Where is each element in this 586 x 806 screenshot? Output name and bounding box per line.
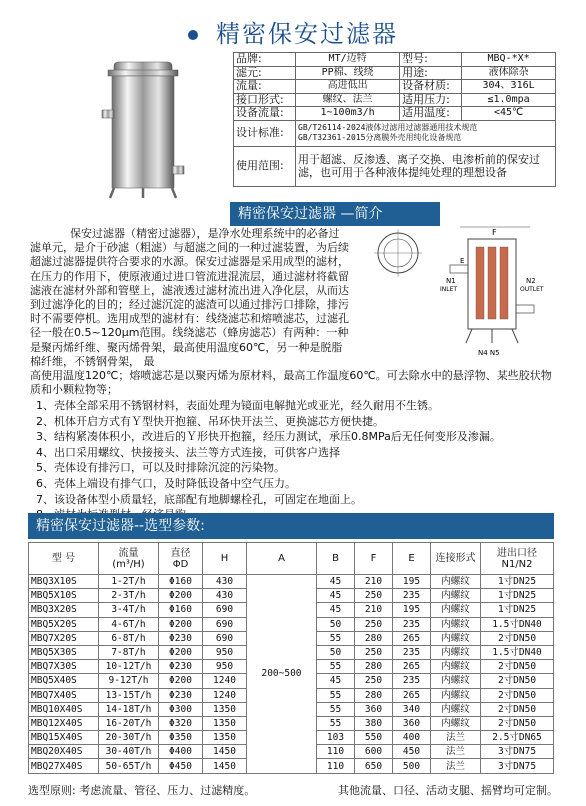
table-cell: 3-4T/h	[99, 603, 159, 617]
col-header: A	[247, 543, 317, 575]
col-header: 连接形式	[431, 543, 481, 575]
table-cell: 13-15T/h	[99, 688, 159, 702]
table-cell: 3寸DN75	[481, 745, 554, 759]
table-cell: 20-30T/h	[99, 731, 159, 745]
col-header: 型 号	[29, 543, 99, 575]
table-cell: 650	[355, 759, 393, 773]
table-cell: 45	[317, 603, 355, 617]
filter-diagram	[360, 225, 555, 365]
selection-table	[28, 542, 554, 774]
table-cell: 6-8T/h	[99, 631, 159, 645]
table-cell: 45	[317, 674, 355, 688]
footer-custom: 其他流量、口径、活动支腿、摇臂均可定制。	[338, 784, 558, 797]
table-cell: Φ200	[159, 617, 203, 631]
table-cell: MBQ5X10S	[29, 589, 99, 603]
table-cell: MBQ5X20S	[29, 617, 99, 631]
table-cell: MBQ27X40S	[29, 759, 99, 773]
table-cell: 2寸DN50	[481, 688, 554, 702]
table-cell: 内螺纹	[431, 688, 481, 702]
table-cell: 430	[203, 589, 247, 603]
table-cell: 1240	[203, 688, 247, 702]
col-header: 进出口径 N1/N2	[481, 543, 554, 575]
footer	[28, 782, 558, 798]
table-cell: 2寸DN50	[481, 674, 554, 688]
table-cell: Φ200	[159, 645, 203, 659]
table-cell: 1.5寸DN40	[481, 645, 554, 659]
table-cell: 2寸DN50	[481, 631, 554, 645]
table-cell: Φ230	[159, 688, 203, 702]
table-cell: Φ320	[159, 716, 203, 730]
table-cell: 235	[393, 589, 431, 603]
col-header: E	[393, 543, 431, 575]
table-cell: 690	[203, 617, 247, 631]
table-cell: MBQ7X20S	[29, 631, 99, 645]
intro-heading: 精密保安过滤器 —简介	[230, 202, 440, 226]
table-cell: 265	[393, 660, 431, 674]
table-cell: 内螺纹	[431, 603, 481, 617]
table-cell: MBQ3X10S	[29, 575, 99, 589]
table-cell: Φ230	[159, 660, 203, 674]
a-value-cell: 200~500	[247, 575, 317, 774]
col-header: 直径 ΦD	[159, 543, 203, 575]
spec-row-standard: 设计标准: GB/T26114-2024液体过滤用过滤器通用技术规范 GB/T32361-2015分离膜外壳用纯化设备规范	[234, 120, 556, 146]
table-cell: MBQ5X30S	[29, 645, 99, 659]
table-cell: 1450	[203, 759, 247, 773]
intro-paragraph: 保安过滤器（精密过滤器），是净水处理系统中的必备过滤单元，是介于砂滤（粗滤）与超滤之间的一种过滤装置，为后续超滤过滤器提供符合要求的水源。保安过滤器是采用成型的滤材，在压力的作用下，使原液通过进口管流进混流层，通过滤材将截留滤液在滤材外部和管壁上，滤液透过滤材流出进入净化层，从而达到过滤净化的目的；经过滤沉淀的滤渣可以通过排污口排除，排污时不需要停机。选用成型的滤材有：线绕滤芯和熔喷滤芯，过滤孔径一般在0.5~120μm范围。线绕滤芯（蜂房滤芯）有两种：一种是聚丙烯纤维、聚丙烯骨架，最高使用温度60℃，另一种是脱脂棉纤维，不锈钢骨架， 最	[30, 227, 349, 368]
table-cell: 内螺纹	[431, 575, 481, 589]
filter-product-image	[100, 56, 186, 201]
table-cell: 265	[393, 631, 431, 645]
table-cell: 内螺纹	[431, 716, 481, 730]
table-cell: 法兰	[431, 731, 481, 745]
label-n4n5: N4 N5	[478, 349, 500, 357]
label-outlet: OUTLET	[520, 286, 544, 293]
table-cell: Φ230	[159, 631, 203, 645]
label-e: E	[460, 257, 465, 265]
list-item: 5、壳体设有排污口，可以及时排除沉淀的污染物。	[36, 461, 285, 475]
table-cell: 1-2T/h	[99, 575, 159, 589]
table-cell: Φ450	[159, 759, 203, 773]
table-cell: 250	[355, 674, 393, 688]
table-cell: 110	[317, 759, 355, 773]
table-cell: 235	[393, 674, 431, 688]
table-cell: MBQ7X40S	[29, 688, 99, 702]
table-cell: Φ160	[159, 575, 203, 589]
table-cell: 235	[393, 645, 431, 659]
table-cell: MBQ15X40S	[29, 731, 99, 745]
table-cell: 600	[355, 745, 393, 759]
spec-table	[233, 52, 556, 187]
table-cell: Φ200	[159, 674, 203, 688]
table-cell: MBQ10X40S	[29, 702, 99, 716]
table-cell: Φ350	[159, 731, 203, 745]
table-cell: 280	[355, 688, 393, 702]
table-cell: 690	[203, 603, 247, 617]
table-cell: 340	[393, 702, 431, 716]
list-item: 1、壳体全部采用不锈钢材料，表面处理为镜面电解抛光或亚光，经久耐用不生锈。	[36, 399, 439, 412]
table-cell: 内螺纹	[431, 674, 481, 688]
col-header: B	[317, 543, 355, 575]
table-cell: 1寸DN25	[481, 603, 554, 617]
table-cell: 280	[355, 660, 393, 674]
table-cell: 950	[203, 645, 247, 659]
col-header: 流量 (m³/H)	[99, 543, 159, 575]
table-cell: 103	[317, 731, 355, 745]
table-cell: 50	[317, 645, 355, 659]
table-cell: 2.5寸DN65	[481, 731, 554, 745]
table-cell: 360	[393, 716, 431, 730]
table-cell: 1寸DN25	[481, 575, 554, 589]
table-cell: 500	[393, 759, 431, 773]
table-cell: MBQ5X40S	[29, 674, 99, 688]
selection-heading: 精密保安过滤器--选型参数:	[28, 513, 554, 539]
label-n1: N1	[446, 277, 456, 285]
col-header: F	[355, 543, 393, 575]
table-cell: 3寸DN75	[481, 759, 554, 773]
spec-row-usage: 使用范围: 用于超滤、反渗透、离子交换、电渗析前的保安过滤，也可用于各种液体提纯处理的理想设备	[234, 146, 556, 186]
table-cell: 210	[355, 575, 393, 589]
table-cell: MBQ3X20S	[29, 603, 99, 617]
label-inlet: INLET	[440, 286, 458, 293]
table-cell: MBQ7X30S	[29, 660, 99, 674]
spec-row: 滤元: PP棉、线绕 用途: 液体除杂	[234, 66, 556, 80]
table-cell: 10-12T/h	[99, 660, 159, 674]
footer-principle: 选型原则: 考虑流量、管径、压力、过滤精度。	[28, 784, 256, 797]
table-cell: 195	[393, 575, 431, 589]
table-cell: 4-6T/h	[99, 617, 159, 631]
table-cell: 55	[317, 631, 355, 645]
table-cell: 50	[317, 617, 355, 631]
table-cell: 1450	[203, 745, 247, 759]
table-cell: Φ160	[159, 603, 203, 617]
table-cell: 400	[393, 731, 431, 745]
table-cell: 195	[393, 603, 431, 617]
table-cell: 1350	[203, 702, 247, 716]
table-cell: 690	[203, 631, 247, 645]
spec-row: 流量: 高进低出 设备材质: 304、316L	[234, 80, 556, 94]
spec-row: 接口形式: 螺纹、法兰 适用压力: ≤1.0mpa	[234, 93, 556, 107]
table-cell: 280	[355, 631, 393, 645]
table-cell: 2-3T/h	[99, 589, 159, 603]
table-cell: 550	[355, 731, 393, 745]
table-cell: 内螺纹	[431, 660, 481, 674]
table-cell: 110	[317, 745, 355, 759]
table-cell: 30-40T/h	[99, 745, 159, 759]
table-cell: Φ300	[159, 702, 203, 716]
table-cell: 1寸DN25	[481, 589, 554, 603]
table-cell: 1350	[203, 716, 247, 730]
table-cell: 2寸DN50	[481, 702, 554, 716]
table-cell: MBQ20X40S	[29, 745, 99, 759]
table-cell: 7-8T/h	[99, 645, 159, 659]
table-cell: 法兰	[431, 745, 481, 759]
table-cell: 250	[355, 617, 393, 631]
table-cell: 45	[317, 575, 355, 589]
list-item: 6、壳体上端设有排气口，及时降低设备中空气压力。	[36, 476, 296, 490]
table-cell: 内螺纹	[431, 702, 481, 716]
list-item: 7、该设备体型小质量轻，底部配有地脚螺栓孔，可固定在地面上。	[36, 492, 362, 506]
table-cell: 250	[355, 589, 393, 603]
table-cell: 16-20T/h	[99, 716, 159, 730]
table-cell: 55	[317, 702, 355, 716]
table-cell: 210	[355, 603, 393, 617]
table-cell: 内螺纹	[431, 631, 481, 645]
table-cell: 265	[393, 688, 431, 702]
table-cell: 2寸DN50	[481, 660, 554, 674]
spec-row: 设备流量: 1~100m3/h 适用温度: <45℃	[234, 107, 556, 121]
table-cell: 1350	[203, 731, 247, 745]
table-cell: 内螺纹	[431, 645, 481, 659]
spec-row: 品牌: MT/迈特 型号: MBQ-*X*	[234, 53, 556, 67]
table-cell: 55	[317, 660, 355, 674]
table-cell: 14-18T/h	[99, 702, 159, 716]
table-cell: 1240	[203, 674, 247, 688]
table-cell: 430	[203, 575, 247, 589]
intro-paragraph-cont: 高使用温度120℃；熔喷滤芯是以聚丙烯为原材料，最高工作温度60℃。可去除水中的悬浮物、某些胶状物质和小颗粒物等；	[30, 369, 552, 396]
label-n2: N2	[526, 277, 536, 285]
table-cell: 法兰	[431, 759, 481, 773]
table-cell: 55	[317, 688, 355, 702]
table-cell: 9-12T/h	[99, 674, 159, 688]
table-cell: 45	[317, 589, 355, 603]
table-cell: 380	[355, 716, 393, 730]
table-cell: 55	[317, 716, 355, 730]
page-title: 精密保安过滤器	[0, 14, 586, 49]
table-cell: 内螺纹	[431, 589, 481, 603]
bullet-icon	[188, 30, 198, 40]
table-row	[29, 575, 554, 589]
feature-list	[36, 398, 551, 523]
table-cell: 235	[393, 617, 431, 631]
table-cell: 内螺纹	[431, 617, 481, 631]
table-cell: 2寸DN50	[481, 716, 554, 730]
table-cell: Φ400	[159, 745, 203, 759]
list-item: 3、结构紧凑体积小，改进后的Ｙ形快开抱箍，经压力测试，承压0.8MPa后无任何变形及渗漏。	[36, 430, 501, 444]
table-cell: 50-65T/h	[99, 759, 159, 773]
list-item: 4、出口采用螺纹、快接接头、法兰等方式连接，可供客户选择	[36, 445, 340, 459]
list-item: 2、机体开启方式有Ｙ型快开抱箍、吊环快开法兰、更换滤芯方便快捷。	[36, 414, 384, 428]
table-cell: 1.5寸DN40	[481, 617, 554, 631]
table-cell: MBQ12X40S	[29, 716, 99, 730]
table-cell: 250	[355, 645, 393, 659]
table-cell: Φ200	[159, 589, 203, 603]
col-header: H	[203, 543, 247, 575]
label-f: F	[492, 228, 497, 237]
table-cell: 360	[355, 702, 393, 716]
table-cell: 450	[393, 745, 431, 759]
table-cell: 950	[203, 660, 247, 674]
